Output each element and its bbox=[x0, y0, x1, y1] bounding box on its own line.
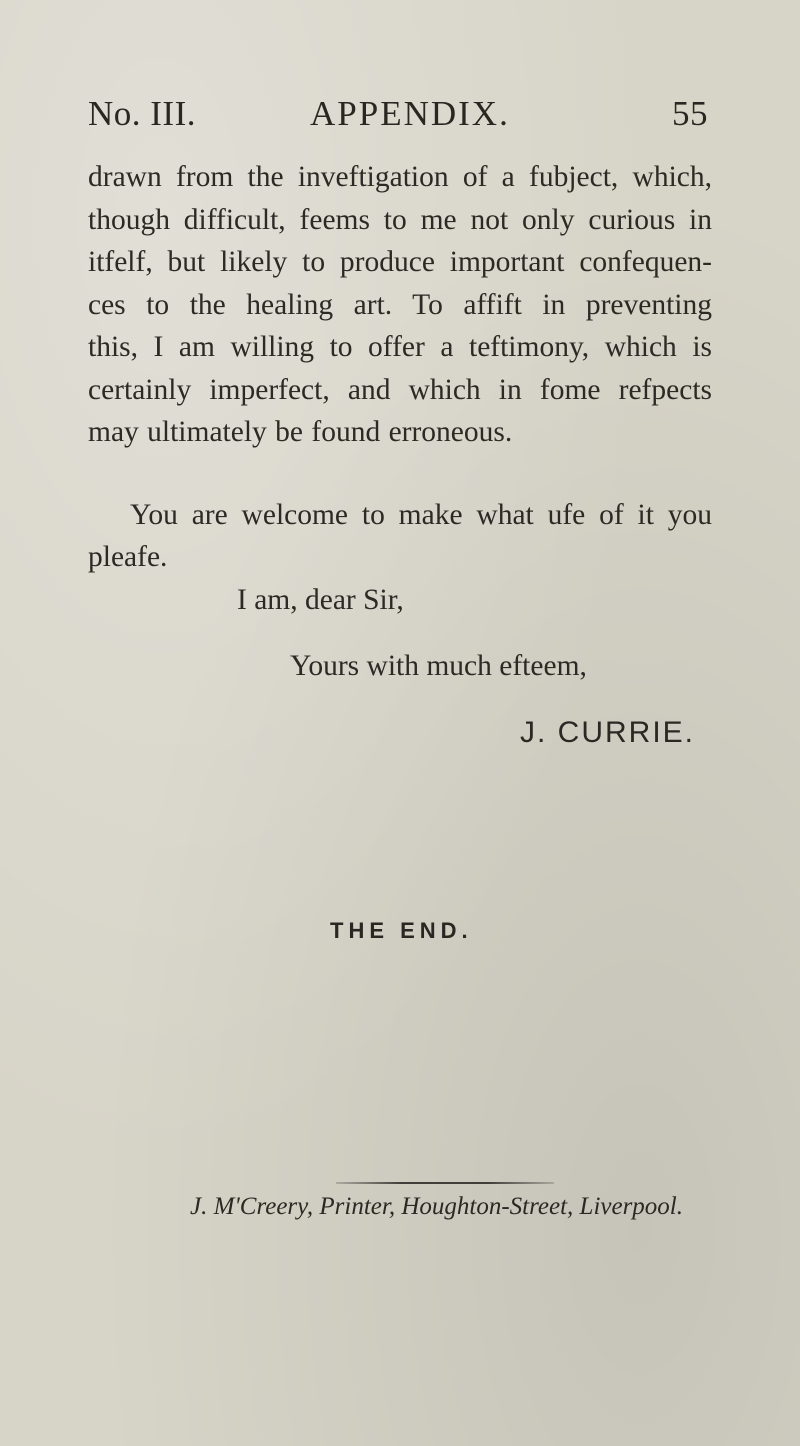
letter-body bbox=[88, 156, 712, 579]
text-line: pleafe. bbox=[88, 541, 168, 573]
end-mark: THE END. bbox=[330, 918, 473, 943]
text-line: ces to the healing art. To affift in preventing bbox=[88, 288, 712, 321]
valediction: Yours with much efteem, bbox=[290, 650, 587, 682]
divider-rule bbox=[336, 1182, 554, 1184]
section-number: No. III. bbox=[88, 94, 196, 133]
text-line: You are welcome to make what ufe of it you bbox=[130, 498, 712, 531]
printer-imprint: J. M'Creery, Printer, Houghton-Street, Liverpool. bbox=[190, 1193, 684, 1220]
text-line: drawn from the inveftigation of a fubject, which, bbox=[88, 161, 712, 193]
paragraph-gap bbox=[88, 454, 712, 494]
running-head bbox=[88, 94, 708, 138]
page-number: 55 bbox=[672, 94, 708, 133]
text-line: this, I am willing to offer a teftimony, which is bbox=[88, 331, 712, 363]
text-line: itfelf, but likely to produce important confequen- bbox=[88, 246, 712, 278]
signature: J. CURRIE. bbox=[520, 716, 696, 749]
text-line: may ultimately be found erroneous. bbox=[88, 416, 513, 448]
text-line: though difficult, feems to me not only curious in bbox=[88, 203, 712, 236]
section-title: APPENDIX. bbox=[310, 94, 510, 133]
paragraph-1 bbox=[88, 156, 712, 454]
text-line: certainly imperfect, and which in fome refpects bbox=[88, 373, 712, 406]
paragraph-2 bbox=[88, 494, 712, 579]
salutation: I am, dear Sir, bbox=[237, 584, 404, 616]
